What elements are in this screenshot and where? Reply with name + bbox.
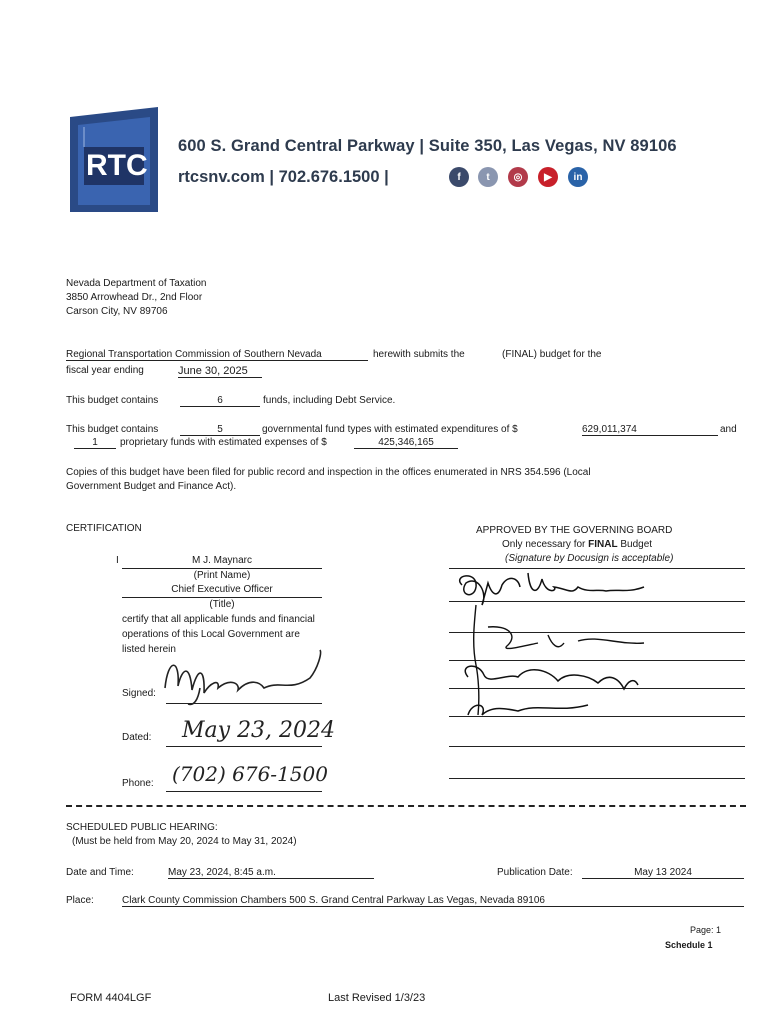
phone-label: Phone: xyxy=(122,778,154,789)
certify-text-2: operations of this Local Government are xyxy=(122,629,300,640)
prop-amount: 425,346,165 xyxy=(354,437,458,449)
form-number: FORM 4404LGF xyxy=(70,992,152,1004)
title-line xyxy=(122,597,322,598)
approval-note-a: Only necessary for xyxy=(502,539,586,550)
logo-text: RTC xyxy=(86,149,148,182)
board-line-8 xyxy=(449,778,745,779)
cert-i: I xyxy=(116,555,119,566)
date-time-value: May 23, 2024, 8:45 a.m. xyxy=(168,867,374,879)
date-time-label: Date and Time: xyxy=(66,867,134,878)
entity-name: Regional Transportation Commission of Southern Nevada xyxy=(66,349,368,361)
budget-type: (FINAL) budget for the xyxy=(502,349,602,360)
submits-text: herewith submits the xyxy=(373,349,465,360)
youtube-icon[interactable]: ▶ xyxy=(538,167,558,187)
dated-line xyxy=(166,746,322,747)
phone-line xyxy=(166,791,322,792)
facebook-icon[interactable]: f xyxy=(449,167,469,187)
letterhead-contact: rtcsnv.com | 702.676.1500 | xyxy=(178,168,389,186)
dated-label: Dated: xyxy=(122,732,152,743)
title-label: (Title) xyxy=(209,599,235,610)
hearing-heading: SCHEDULED PUBLIC HEARING: xyxy=(66,822,218,833)
letterhead-address: 600 S. Grand Central Parkway | Suite 350, Las Vegas, NV 89106 xyxy=(178,137,677,155)
approval-note-c: Budget xyxy=(620,539,653,550)
total-funds: 6 xyxy=(180,395,260,407)
cert-name: M J. Maynarc xyxy=(191,555,252,566)
instagram-icon[interactable]: ◎ xyxy=(508,167,528,187)
gov-text: governmental fund types with estimated expenditures of $ xyxy=(262,424,518,435)
place-label: Place: xyxy=(66,895,94,906)
fy-label: fiscal year ending xyxy=(66,365,144,376)
linkedin-icon[interactable]: in xyxy=(568,167,588,187)
schedule-label: Schedule 1 xyxy=(665,940,713,950)
gov-amount: 629,011,374 xyxy=(582,424,718,436)
certify-text-3: listed herein xyxy=(122,644,176,655)
dated-value: May 23, 2024 xyxy=(182,718,336,743)
publication-value: May 13 2024 xyxy=(582,867,744,879)
copies-text-1: Copies of this budget have been filed for public record and inspection in the offices enumerated in NRS 354.596 (Local xyxy=(66,467,591,478)
print-name-label: (Print Name) xyxy=(193,570,251,581)
rtc-logo xyxy=(70,107,158,212)
approval-docusign: (Signature by Docusign is acceptable) xyxy=(505,553,674,564)
phone-value: (702) 676-1500 xyxy=(172,762,328,786)
gov-label: This budget contains xyxy=(66,424,159,435)
prop-count: 1 xyxy=(74,437,116,449)
board-line-7 xyxy=(449,746,745,747)
prop-text: proprietary funds with estimated expenses of $ xyxy=(120,437,327,448)
name-line xyxy=(122,568,322,569)
recipient-line3: Carson City, NV 89706 xyxy=(66,306,168,317)
last-revised: Last Revised 1/3/23 xyxy=(328,992,426,1004)
copies-text-2: Government Budget and Finance Act). xyxy=(66,481,237,492)
total-funds-suffix: funds, including Debt Service. xyxy=(263,395,396,406)
certification-heading: CERTIFICATION xyxy=(66,523,142,534)
hearing-window: (Must be held from May 20, 2024 to May 31, 2024) xyxy=(72,836,297,847)
publication-label: Publication Date: xyxy=(497,867,573,878)
certify-text-1: certify that all applicable funds and financial xyxy=(122,614,315,625)
recipient-line2: 3850 Arrowhead Dr., 2nd Floor xyxy=(66,292,203,303)
fy-value: June 30, 2025 xyxy=(178,365,262,378)
approval-note-b: FINAL xyxy=(588,539,618,550)
contains-label: This budget contains xyxy=(66,395,159,406)
section-divider xyxy=(66,805,746,807)
ceo-signature xyxy=(160,648,330,708)
board-signatures xyxy=(448,565,668,735)
twitter-icon[interactable]: t xyxy=(478,167,498,187)
cert-title: Chief Executive Officer xyxy=(171,584,273,595)
recipient-line1: Nevada Department of Taxation xyxy=(66,278,207,289)
approval-heading: APPROVED BY THE GOVERNING BOARD xyxy=(476,525,673,536)
signed-label: Signed: xyxy=(122,688,156,699)
and-text: and xyxy=(720,424,737,435)
place-value: Clark County Commission Chambers 500 S. Grand Central Parkway Las Vegas, Nevada 89106 xyxy=(122,895,744,907)
page-number: Page: 1 xyxy=(690,925,722,935)
gov-count: 5 xyxy=(180,424,260,436)
